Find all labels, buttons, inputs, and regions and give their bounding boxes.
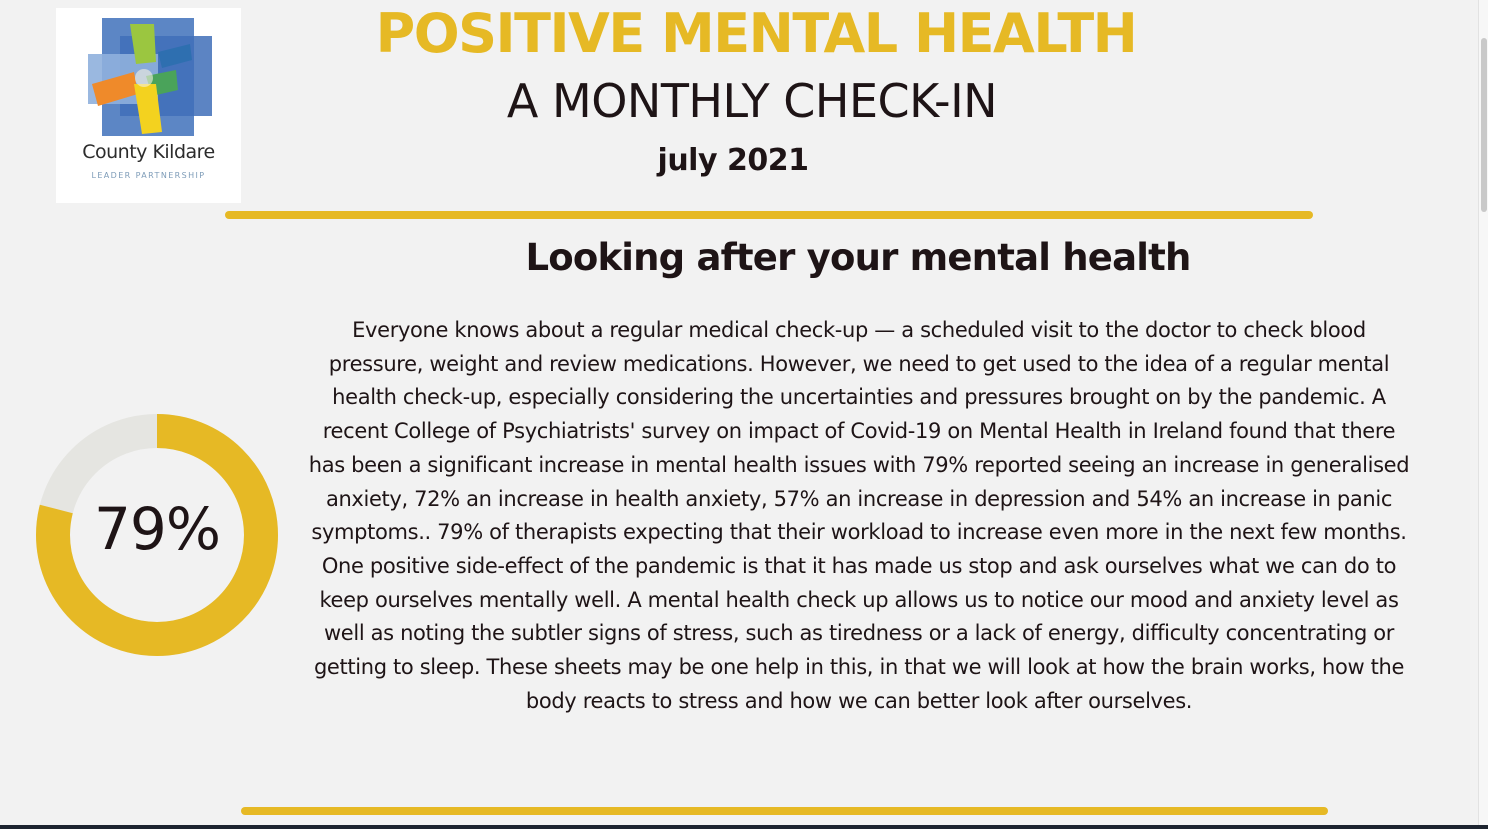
body-paragraph: Everyone knows about a regular medical check-up — a scheduled visit to the doctor to check blood pressure, weight and review medications. However, we need to get used to the idea of a regular mental health check-up, especially considering the uncertainties and pressures brought on by the pandemic. A recent College of Psychiatrists' survey on impact of Covid-19 on Mental Health in Ireland found that there has been a significant increase in mental health issues with 79% reported seeing an increase in generalised anxiety, 72% an increase in health anxiety, 57% an increase in depression and 54% an increase in panic symptoms.. 79% of therapists expecting that their workload to increase even more in the next few months. One positive side-effect of the pandemic is that it has made us stop and ask ourselves what we can do to keep ourselves mentally well. A mental health check up allows us to notice our mood and anxiety level as well as noting the subtler signs of stress, such as tiredness or a lack of energy, difficulty concentrating or getting to sleep. These sheets may be one help in this, in that we will look at how the brain works, how the body reacts to stress and how we can better look after ourselves. [308, 318, 1410, 713]
section-heading: Looking after your mental health [525, 236, 1191, 279]
logo [56, 8, 241, 203]
divider-bottom [241, 807, 1328, 815]
vertical-scrollbar[interactable] [1478, 0, 1488, 829]
page-title: POSITIVE MENTAL HEALTH [375, 2, 1137, 65]
page-subtitle: A MONTHLY CHECK-IN [506, 74, 998, 128]
window-bottom-edge [0, 825, 1488, 829]
divider-top [225, 211, 1313, 219]
hands-logo-icon [72, 14, 222, 142]
percentage-value: 79% [94, 495, 220, 563]
scrollbar-thumb[interactable] [1481, 38, 1487, 212]
logo-subtitle: LEADER PARTNERSHIP [91, 171, 206, 180]
logo-name: County Kildare [82, 141, 215, 163]
issue-date: july 2021 [657, 143, 809, 178]
